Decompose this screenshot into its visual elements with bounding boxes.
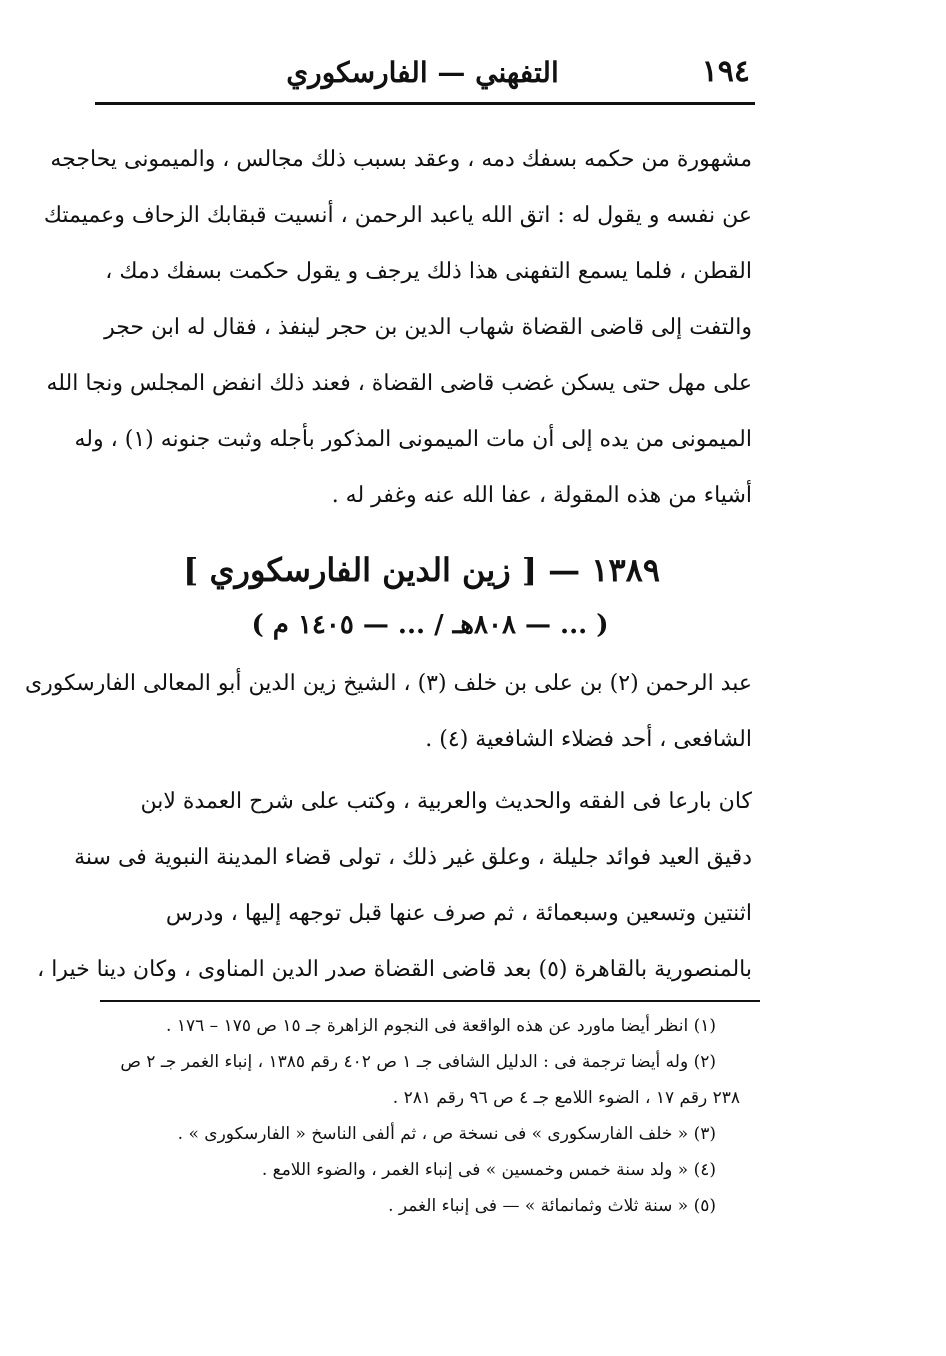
- entry-heading: ١٣٨٩ — [ زين الدين الفارسكوري ]: [183, 551, 660, 589]
- text-line: القطن ، فلما يسمع التفهنى هذا ذلك يرجف و يقول حكمت بسفك دمك ،: [105, 259, 752, 284]
- paragraph-name: [24, 656, 752, 768]
- text-line: عبد الرحمن (٢) بن على بن خلف (٣) ، الشيخ زين الدين أبو المعالى الفارسكورى: [24, 671, 752, 696]
- text-line: كان بارعا فى الفقه والحديث والعربية ، وكتب على شرح العمدة لابن: [140, 789, 752, 814]
- footnote-4: (٤) « ولد سنة خمس وخمسين » فى إنباء الغمر ، والضوء اللامع .: [261, 1160, 716, 1180]
- text-line: عن نفسه و يقول له : اتق الله ياعبد الرحمن ، أنسيت قبقابك الزحاف وعميمتك: [43, 203, 752, 228]
- text-line: دقيق العيد فوائد جليلة ، وعلق غير ذلك ، تولى قضاء المدينة النبوية فى سنة: [74, 845, 752, 870]
- text-line: أشياء من هذه المقولة ، عفا الله عنه وغفر له .: [331, 483, 752, 508]
- running-header: [95, 52, 750, 98]
- text-line: على مهل حتى يسكن غضب قاضى القضاة ، فعند ذلك انفض المجلس ونجا الله: [46, 371, 752, 396]
- header-rule: [95, 102, 755, 105]
- paragraph-continuation: [43, 132, 752, 524]
- running-title: التفهني — الفارسكوري: [286, 56, 559, 89]
- entry-dates: ( ... — ٨٠٨هـ / ... — ١٤٠٥ م ): [251, 610, 609, 640]
- footnote-2: (٢) وله أيضا ترجمة فى : الدليل الشافى جـ ١ ص ٤٠٢ رقم ١٣٨٥ ، إنباء الغمر جـ ٢ ص: [120, 1052, 716, 1072]
- page-number: ١٩٤: [701, 54, 750, 89]
- text-line: بالمنصورية بالقاهرة (٥) بعد قاضى القضاة صدر الدين المناوى ، وكان دينا خيرا ،: [37, 957, 752, 982]
- text-line: والتفت إلى قاضى القضاة شهاب الدين بن حجر لينفذ ، فقال له ابن حجر: [104, 315, 752, 340]
- footnote-2-continued: ٢٣٨ رقم ١٧ ، الضوء اللامع جـ ٤ ص ٩٦ رقم ٢٨١ .: [392, 1088, 740, 1108]
- text-line: اثنتين وتسعين وسبعمائة ، ثم صرف عنها قبل توجهه إليها ، ودرس: [165, 901, 752, 926]
- text-line: الشافعى ، أحد فضلاء الشافعية (٤) .: [425, 727, 752, 752]
- text-line: الميمونى من يده إلى أن مات الميمونى المذكور بأجله وثبت جنونه (١) ، وله: [74, 427, 752, 452]
- text-line: مشهورة من حكمه بسفك دمه ، وعقد بسبب ذلك مجالس ، والميمونى يحاججه: [50, 147, 752, 172]
- paragraph-biography: [37, 774, 752, 998]
- footnotes: [100, 1008, 740, 1224]
- footnote-3: (٣) « خلف الفارسكورى » فى نسخة ص ، ثم ألفى الناسخ « الفارسكورى » .: [177, 1124, 716, 1144]
- footnote-rule: [100, 1000, 760, 1002]
- footnote-1: (١) انظر أيضا ماورد عن هذه الواقعة فى النجوم الزاهرة جـ ١٥ ص ١٧٥ – ١٧٦ .: [166, 1016, 716, 1036]
- footnote-5: (٥) « سنة ثلاث وثمانمائة » — فى إنباء الغمر .: [388, 1196, 716, 1216]
